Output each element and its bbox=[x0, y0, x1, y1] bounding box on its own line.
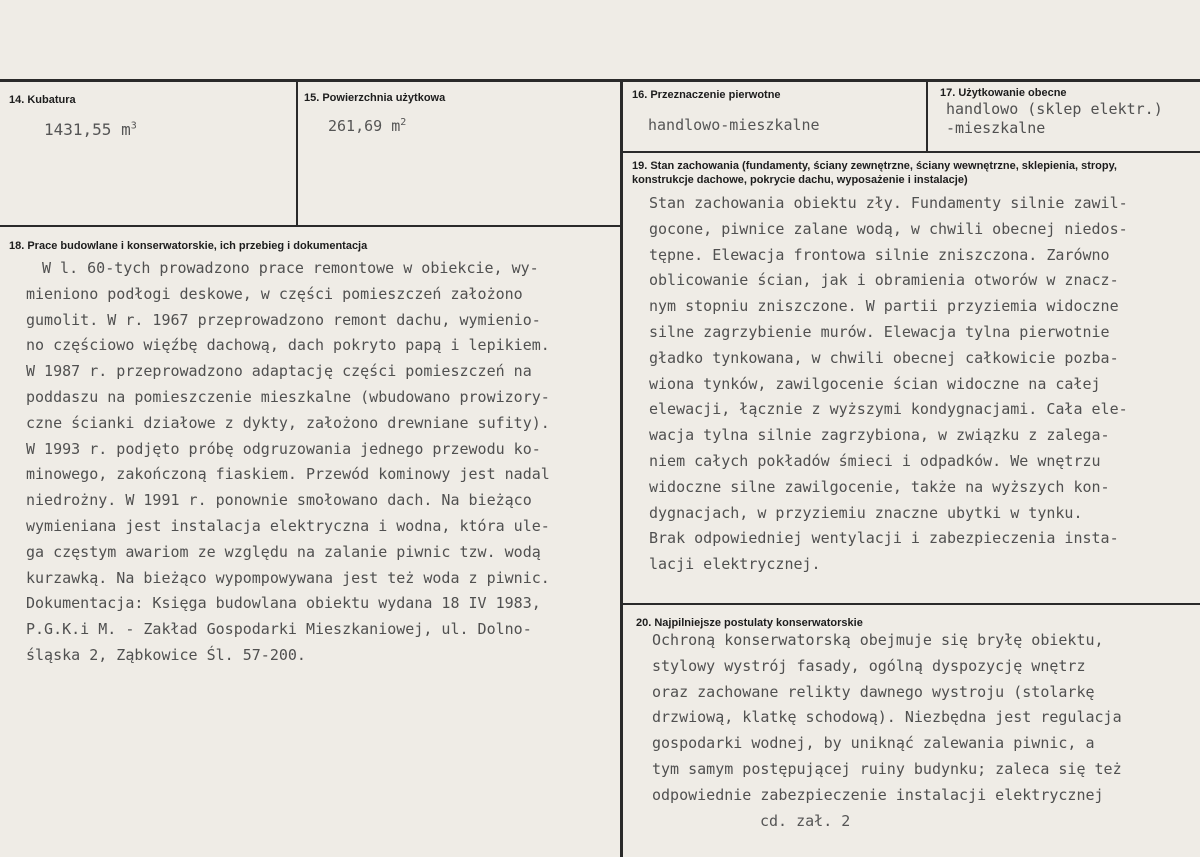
prace-line: gumolit. W r. 1967 przeprowadzono remont dachu, wymienio- bbox=[26, 310, 541, 329]
stan-line: nym stopniu zniszczone. W partii przyziemia widoczne bbox=[649, 297, 1119, 316]
field-17-label: 17. Użytkowanie obecne bbox=[940, 87, 1067, 99]
stan-line: Stan zachowania obiektu zły. Fundamenty silnie zawil- bbox=[649, 194, 1128, 212]
field-20-label: 20. Najpilniejsze postulaty konserwatorskie bbox=[636, 617, 863, 629]
postulaty-line: tym samym postępującej ruiny budynku; zaleca się też bbox=[652, 759, 1122, 778]
divider-main bbox=[620, 80, 623, 857]
postulaty-line: drzwiową, klatkę schodową). Niezbędna jest regulacja bbox=[652, 708, 1122, 727]
prace-line: minowego, zakończoną fiaskiem. Przewód kominowy jest nadal bbox=[26, 465, 550, 484]
field-16-label: 16. Przeznaczenie pierwotne bbox=[632, 89, 781, 101]
field-14-value bbox=[44, 120, 137, 139]
stan-line: wiona tynków, zawilgocenie ścian widoczne na całej bbox=[649, 374, 1101, 393]
prace-line: wymieniana jest instalacja elektryczna i wodna, która ule- bbox=[26, 516, 550, 535]
field-18-text bbox=[26, 256, 550, 669]
field-16-value: handlowo-mieszkalne bbox=[648, 116, 820, 134]
prace-line: no częściowo więźbę dachową, dach pokryto papą i lepikiem. bbox=[26, 336, 550, 355]
uzytkowanie-line: handlowo (sklep elektr.) bbox=[946, 100, 1163, 118]
prace-line: kurzawką. Na bieżąco wypompowywana jest też woda z piwnic. bbox=[26, 568, 550, 587]
stan-line: gładko tynkowana, w chwili obecnej całkowicie pozba- bbox=[649, 348, 1119, 367]
continuation-note: cd. zał. 2 bbox=[760, 812, 851, 830]
stan-line: gocone, piwnice zalane wodą, w chwili obecnej niedos- bbox=[649, 219, 1128, 238]
postulaty-line: stylowy wystrój fasady, ogólną dyspozycję wnętrz bbox=[652, 656, 1086, 675]
stan-line: elewacji, łącznie z wyższymi kondygnacjami. Cała ele- bbox=[649, 400, 1128, 419]
prace-line: niedrożny. W 1991 r. ponownie smołowano dach. Na bieżąco bbox=[26, 491, 532, 510]
prace-line: czne ścianki działowe z dykty, założono drewniane sufity). bbox=[26, 413, 550, 432]
powierzchnia-value: 261,69 m bbox=[328, 117, 401, 135]
prace-line: P.G.K.i M. - Zakład Gospodarki Mieszkaniowej, ul. Dolno- bbox=[26, 620, 532, 639]
stan-line: lacji elektrycznej. bbox=[649, 555, 821, 574]
postulaty-line: gospodarki wodnej, by uniknąć zalewania piwnic, a bbox=[652, 734, 1095, 753]
kubatura-exponent: 3 bbox=[130, 120, 137, 132]
prace-line: Dokumentacja: Księga budowlana obiektu wydana 18 IV 1983, bbox=[26, 594, 541, 613]
uzytkowanie-line: -mieszkalne bbox=[946, 119, 1046, 137]
rule-right-mid bbox=[622, 603, 1200, 605]
stan-line: oblicowanie ścian, jak i obramienia otworów w znacz- bbox=[649, 271, 1119, 290]
prace-line: ga częstym awariom ze względu na zalanie piwnic tzw. wodą bbox=[26, 542, 541, 561]
stan-line: silne zagrzybienie murów. Elewacja tylna pierwotnie bbox=[649, 322, 1110, 341]
divider-16-17 bbox=[926, 80, 928, 152]
prace-line: poddaszu na pomieszczenie mieszkalne (wbudowano prowizory- bbox=[26, 387, 550, 406]
postulaty-line: oraz zachowane relikty dawnego wystroju (stolarkę bbox=[652, 682, 1095, 701]
postulaty-line: Ochroną konserwatorską obejmuje się bryłę obiektu, bbox=[652, 631, 1104, 649]
field-15-label: 15. Powierzchnia użytkowa bbox=[304, 92, 446, 104]
powierzchnia-exponent: 2 bbox=[400, 117, 407, 128]
field-19-label: 19. Stan zachowania (fundamenty, ściany zewnętrzne, ściany wewnętrzne, sklepienia, stropy, konstrukcje dachowe, pokrycie dachu, wyposażenie i instalacje) bbox=[632, 160, 1117, 186]
prace-line: W l. 60-tych prowadzono prace remontowe w obiekcie, wy- bbox=[42, 259, 539, 277]
divider-14-15 bbox=[296, 80, 298, 226]
stan-line: niem całych pokładów śmieci i odpadków. We wnętrzu bbox=[649, 451, 1101, 470]
rule-top bbox=[0, 79, 1200, 82]
field-15-value bbox=[328, 117, 406, 135]
stan-line: dygnacjach, w przyziemiu znaczne ubytki w tynku. bbox=[649, 503, 1083, 522]
stan-line: Brak odpowiedniej wentylacji i zabezpieczenia insta- bbox=[649, 529, 1119, 548]
field-19-text bbox=[649, 191, 1128, 578]
rule-left-mid bbox=[0, 225, 622, 227]
field-20-text bbox=[652, 628, 1122, 809]
kubatura-value: 1431,55 m bbox=[44, 120, 131, 139]
prace-line: W 1987 r. przeprowadzono adaptację części pomieszczeń na bbox=[26, 362, 532, 381]
field-14-label: 14. Kubatura bbox=[9, 94, 76, 106]
stan-line: wacja tylna silnie zagrzybiona, w związku z zalega- bbox=[649, 426, 1110, 445]
prace-line: W 1993 r. podjęto próbę odgruzowania jednego przewodu ko- bbox=[26, 439, 541, 458]
stan-line: widoczne silne zawilgocenie, także na wyższych kon- bbox=[649, 477, 1110, 496]
stan-line: tępne. Elewacja frontowa silnie zniszczona. Zarówno bbox=[649, 245, 1110, 264]
field-18-label: 18. Prace budowlane i konserwatorskie, ich przebieg i dokumentacja bbox=[9, 240, 368, 252]
field-17-value bbox=[946, 100, 1163, 138]
rule-right-top bbox=[622, 151, 1200, 153]
prace-line: śląska 2, Ząbkowice Śl. 57-200. bbox=[26, 645, 306, 664]
postulaty-line: odpowiednie zabezpieczenie instalacji elektrycznej bbox=[652, 785, 1104, 804]
prace-line: mieniono podłogi deskowe, w części pomieszczeń założono bbox=[26, 284, 523, 303]
